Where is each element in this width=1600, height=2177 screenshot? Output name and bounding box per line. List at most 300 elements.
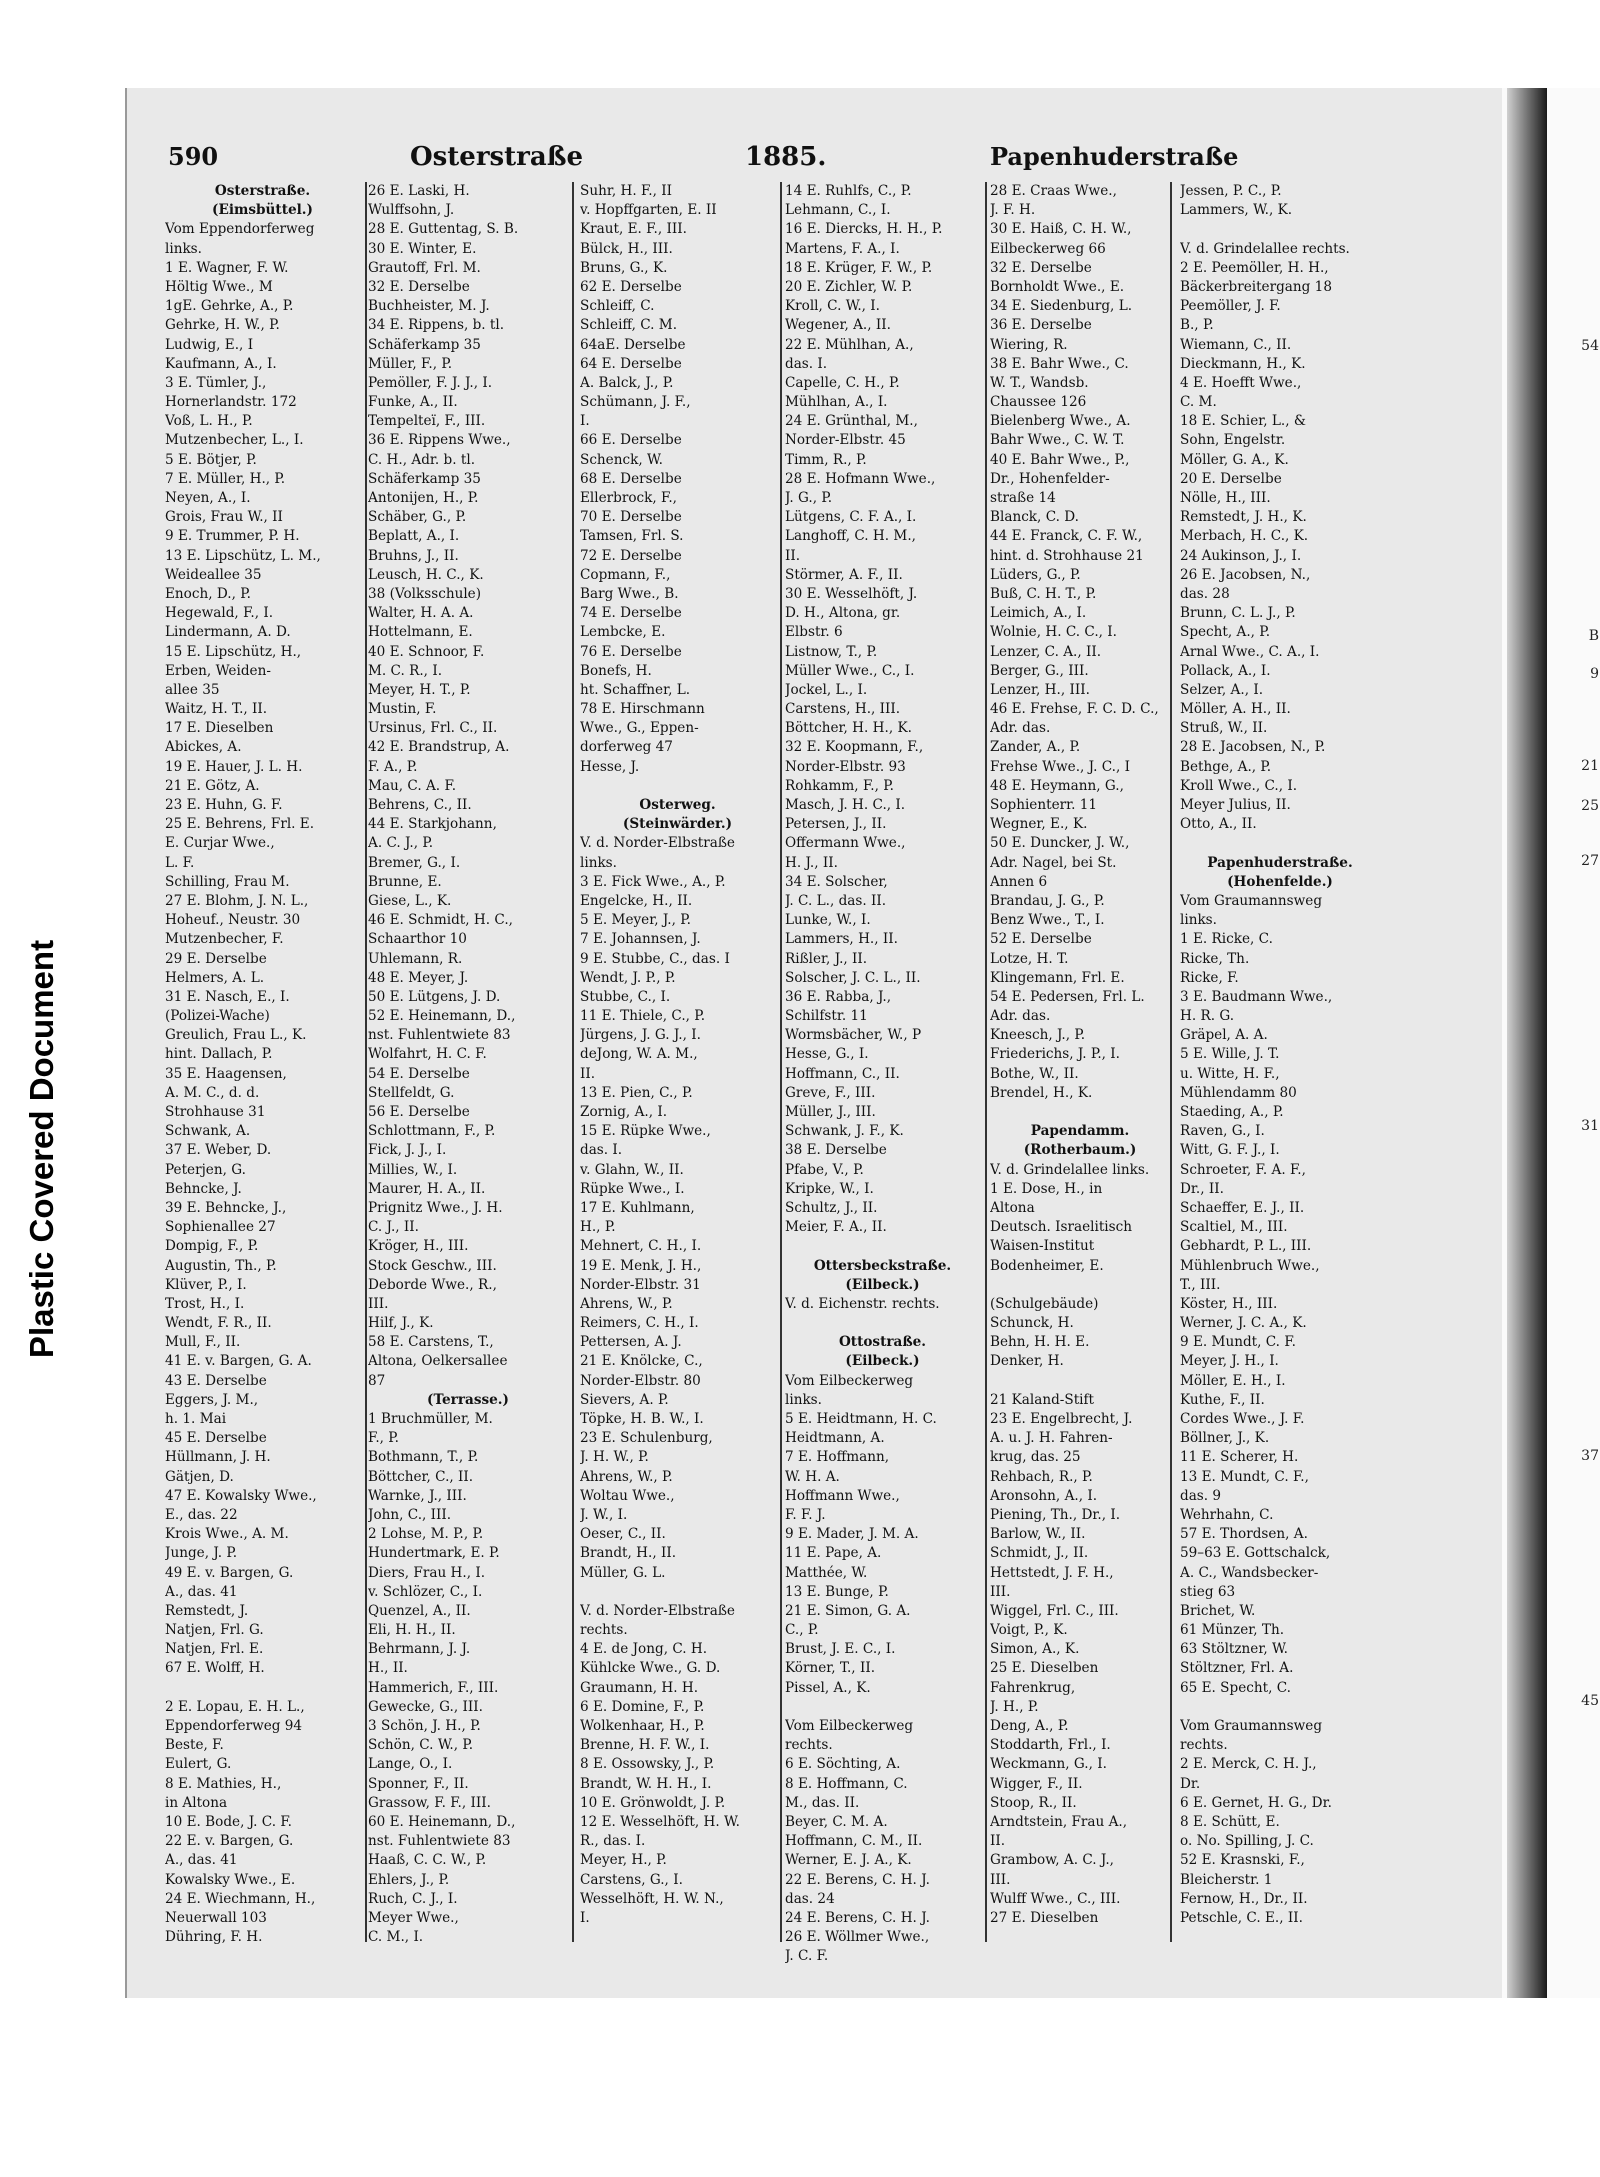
directory-entry: Wulffsohn, J. (368, 202, 455, 219)
margin-number: B (1588, 628, 1599, 644)
directory-entry: Listnow, T., P. (785, 643, 878, 660)
directory-entry: Woltau Wwe., (580, 1487, 675, 1504)
directory-entry: I. (580, 1909, 590, 1926)
directory-entry: Müller, F., P. (368, 355, 453, 372)
directory-entry: Petschle, C. E., II. (1180, 1909, 1303, 1926)
directory-entry: 2 E. Lopau, E. H. L., (165, 1698, 305, 1715)
directory-entry: 87 (368, 1372, 386, 1389)
directory-entry: Adr. das. (990, 720, 1051, 737)
directory-entry: Masch, J. H. C., I. (785, 797, 906, 813)
directory-entry: Tempelteï, F., III. (368, 413, 486, 430)
directory-entry: 9 E. Mundt, C. F. (1180, 1334, 1296, 1351)
directory-entry: A. M. C., d. d. (165, 1084, 260, 1101)
directory-entry: Junge, J. P. (165, 1545, 238, 1562)
directory-entry: 50 E. Duncker, J. W., (990, 835, 1130, 852)
directory-entry: Kröger, H., III. (368, 1238, 469, 1255)
directory-entry: 10 E. Bode, J. C. F. (165, 1813, 292, 1830)
directory-entry: 65 E. Specht, C. (1180, 1679, 1291, 1696)
directory-entry: W. T., Wandsb. (990, 374, 1089, 391)
directory-entry: Natjen, Frl. G. (165, 1622, 264, 1639)
directory-entry: 48 E. Meyer, J. (368, 969, 469, 986)
directory-entry: 1 Bruchmüller, M. (368, 1411, 493, 1427)
directory-entry: Schmidt, J., II. (990, 1545, 1089, 1562)
directory-entry: Cordes Wwe., J. F. (1180, 1411, 1305, 1427)
directory-entry: A. Balck, J., P. (580, 374, 674, 391)
directory-entry: E. Curjar Wwe., (165, 835, 275, 852)
directory-entry: Schunck, H. (990, 1315, 1074, 1332)
directory-entry: Bodenheimer, E. (990, 1257, 1104, 1274)
directory-entry: 6 E. Domine, F., P. (580, 1698, 705, 1715)
directory-entry: 2 E. Peemöller, H. H., (1180, 259, 1329, 276)
directory-entry: Hesse, G., I. (785, 1046, 869, 1063)
directory-entry: A. C., Wandsbecker- (1180, 1564, 1319, 1581)
directory-entry: 44 E. Starkjohann, (368, 816, 497, 833)
directory-entry: 27 E. Dieselben (990, 1909, 1099, 1926)
directory-entry (1180, 1698, 1380, 1717)
directory-entry: Norder-Elbstr. 80 (580, 1372, 701, 1389)
directory-entry (785, 1314, 980, 1333)
directory-entry: Natjen, Frl. E. (165, 1641, 264, 1658)
directory-entry: Oeser, C., II. (580, 1526, 666, 1543)
directory-entry: Wehrhahn, C. (1180, 1506, 1274, 1523)
directory-entry: 78 E. Hirschmann (580, 701, 705, 718)
directory-entry: Köster, H., III. (1180, 1295, 1278, 1312)
directory-entry (580, 777, 775, 796)
directory-entry: Bruns, G., K. (580, 259, 668, 276)
directory-entry: 13 E. Pien, C., P. (580, 1084, 693, 1101)
directory-entry: v. Hopffgarten, E. II (580, 202, 717, 219)
directory-entry: 5 E. Bötjer, P. (165, 451, 257, 468)
directory-entry: 42 E. Brandstrup, A. (368, 739, 510, 756)
directory-entry: Brunn, C. L. J., P. (1180, 605, 1296, 622)
directory-entry: Rohkamm, F., P. (785, 777, 894, 794)
directory-entry: Jürgens, J. G. J., I. (580, 1027, 701, 1044)
directory-entry: Adr. Nagel, bei St. (990, 854, 1117, 871)
directory-entry: Fernow, H., Dr., II. (1180, 1890, 1308, 1907)
directory-entry: 18 E. Schier, L., & (1180, 413, 1306, 430)
directory-entry: Eppendorferweg 94 (165, 1718, 303, 1734)
directory-entry: Wendt, J. P., P. (580, 969, 676, 986)
directory-entry: 5 E. Wille, J. T. (1180, 1046, 1280, 1063)
margin-number: 9 (1590, 666, 1599, 682)
directory-entry: Capelle, C. H., P. (785, 374, 900, 391)
column-2 (368, 182, 568, 1947)
directory-entry: Norder-Elbstr. 31 (580, 1276, 701, 1293)
directory-entry: 34 E. Siedenburg, L. (990, 298, 1133, 315)
directory-entry: II. (785, 547, 801, 564)
directory-entry: Dühring, F. H. (165, 1929, 263, 1946)
directory-entry: Sievers, A. P. (580, 1391, 669, 1408)
margin-number: 25 (1581, 798, 1599, 814)
directory-entry: Hundertmark, E. P. (368, 1545, 500, 1562)
directory-entry: III. (368, 1295, 389, 1312)
directory-entry: Friederichs, J. P., I. (990, 1046, 1120, 1063)
directory-entry (580, 1583, 775, 1602)
directory-entry: links. (785, 1391, 822, 1408)
directory-entry: 26 E. Jacobsen, N., (1180, 566, 1311, 583)
directory-entry: Ehlers, J., P. (368, 1871, 450, 1888)
directory-entry: Brandt, H., II. (580, 1545, 677, 1562)
directory-entry: Müller, G. L. (580, 1564, 666, 1581)
directory-entry: Dr., II. (1180, 1180, 1224, 1197)
directory-entry: Engelcke, H., II. (580, 892, 693, 909)
directory-entry: H., P. (580, 1219, 616, 1236)
directory-entry: Brust, J. E. C., I. (785, 1641, 896, 1658)
street-heading: (Eilbeck.) (845, 1276, 920, 1293)
directory-entry: Grois, Frau W., II (165, 509, 283, 526)
street-heading: Ottersbeckstraße. (813, 1257, 952, 1274)
directory-entry: rechts. (1180, 1737, 1228, 1754)
directory-entry: Pemöller, F. J. J., I. (368, 374, 493, 391)
directory-entry: D. H., Altona, gr. (785, 605, 901, 622)
directory-entry: 3 Schön, J. H., P. (368, 1718, 481, 1734)
directory-entry: III. (990, 1871, 1011, 1888)
directory-entry: Ricke, F. (1180, 969, 1239, 986)
directory-entry: 60 E. Heinemann, D., (368, 1813, 516, 1830)
margin-number: 31 (1581, 1118, 1599, 1134)
directory-entry: Behrens, C., II. (368, 797, 472, 813)
directory-entry: Bülck, H., III. (580, 240, 673, 257)
directory-entry: Barlow, W., II. (990, 1526, 1086, 1543)
directory-entry: 45 E. Derselbe (165, 1430, 267, 1447)
directory-entry: 7 E. Hoffmann, (785, 1449, 890, 1466)
directory-entry: Bielenberg Wwe., A. (990, 413, 1131, 430)
directory-entry: Wesselhöft, H. W. N., (580, 1890, 724, 1907)
directory-entry: Behrmann, J. J. (368, 1641, 471, 1658)
directory-entry: II. (580, 1065, 596, 1082)
directory-entry: 24 Aukinson, J., I. (1180, 547, 1302, 564)
directory-entry: Wiemann, C., II. (1180, 336, 1292, 353)
directory-entry: 30 E. Haiß, C. H. W., (990, 221, 1132, 238)
directory-entry: 35 E. Haagensen, (165, 1065, 287, 1082)
directory-entry: Schäber, G., P. (368, 509, 467, 526)
column-1 (165, 182, 360, 1947)
directory-entry: Helmers, A. L. (165, 969, 265, 986)
margin-number: 27 (1581, 853, 1599, 869)
directory-entry: 20 E. Derselbe (1180, 470, 1282, 487)
column-rule (572, 182, 574, 1942)
directory-entry: Kaufmann, A., I. (165, 355, 277, 372)
directory-entry: Wormsbächer, W., P (785, 1027, 922, 1044)
right-running-title: Papenhuderstraße (990, 142, 1239, 171)
column-3 (580, 182, 775, 1928)
directory-entry: 2 E. Merck, C. H. J., (1180, 1756, 1317, 1773)
directory-entry: Bethge, A., P. (1180, 758, 1272, 775)
directory-entry: Leimich, A., I. (990, 605, 1087, 622)
directory-entry: 17 E. Dieselben (165, 720, 274, 737)
directory-entry: 11 E. Scherer, H. (1180, 1449, 1299, 1466)
directory-entry: das. 28 (1180, 585, 1230, 602)
margin-number: 37 (1581, 1448, 1599, 1464)
directory-entry: A. C. J., P. (368, 835, 434, 852)
directory-entry: Nölle, H., III. (1180, 490, 1271, 506)
directory-entry: Specht, A., P. (1180, 624, 1271, 641)
directory-entry: 2 Lohse, M. P., P. (368, 1526, 484, 1543)
directory-entry: 43 E. Derselbe (165, 1372, 267, 1389)
directory-entry: Mühlhan, A., I. (785, 394, 888, 411)
directory-entry: Schön, C. W., P. (368, 1737, 474, 1754)
directory-entry: 50 E. Lütgens, J. D. (368, 988, 501, 1005)
column-4 (785, 182, 980, 1966)
directory-entry: 13 E. Lipschütz, L. M., (165, 547, 321, 564)
directory-entry: Bahr Wwe., C. W. T. (990, 432, 1125, 449)
directory-entry: Mühlendamm 80 (1180, 1084, 1297, 1101)
directory-entry: C. M., I. (368, 1929, 424, 1946)
directory-entry: 46 E. Schmidt, H. C., (368, 912, 513, 929)
year: 1885. (745, 142, 827, 172)
directory-entry: Simon, A., K. (990, 1641, 1080, 1658)
street-heading: (Eimsbüttel.) (212, 202, 313, 219)
directory-entry: Ludwig, E., I (165, 336, 254, 353)
directory-entry: Mehnert, C. H., I. (580, 1238, 702, 1255)
directory-entry: straße 14 (990, 490, 1056, 506)
directory-entry: Timm, R., P. (785, 451, 867, 468)
directory-entry: 8 E. Hoffmann, C. (785, 1775, 908, 1792)
directory-entry: Berger, G., III. (990, 662, 1089, 679)
directory-entry: Kroll, C. W., I. (785, 298, 880, 315)
directory-entry: rechts. (580, 1622, 628, 1639)
directory-entry: Körner, T., II. (785, 1660, 876, 1677)
directory-entry: Ricke, Th. (1180, 950, 1250, 967)
street-heading: (Rotherbaum.) (1023, 1142, 1137, 1159)
directory-entry: W. H. A. (785, 1468, 840, 1485)
directory-entry: J. W., I. (580, 1506, 628, 1523)
directory-entry: Carstens, H., III. (785, 701, 901, 718)
directory-entry: v. Glahn, W., II. (580, 1161, 684, 1178)
left-running-title: Osterstraße (410, 142, 584, 172)
directory-entry: Wigger, F., II. (990, 1775, 1083, 1792)
directory-entry: Behn, H. H. E. (990, 1334, 1090, 1351)
directory-entry: Hornerlandstr. 172 (165, 394, 297, 411)
directory-entry: 31 E. Nasch, E., I. (165, 988, 290, 1005)
directory-entry: B., P. (1180, 317, 1214, 334)
margin-number: 21 (1581, 758, 1599, 774)
directory-entry: 32 E. Derselbe (368, 278, 470, 295)
directory-entry: C. M. (1180, 394, 1217, 411)
directory-entry: Fahrenkrug, (990, 1679, 1076, 1696)
directory-entry: Walter, H. A. A. (368, 605, 474, 622)
directory-entry: Heidtmann, A. (785, 1430, 885, 1447)
directory-entry: H. R. G. (1180, 1008, 1235, 1025)
directory-entry: Waisen-Institut (990, 1238, 1095, 1255)
directory-entry: Neuerwall 103 (165, 1909, 267, 1926)
directory-entry: Lotze, H. T. (990, 950, 1069, 967)
directory-entry: 1 E. Dose, H., in (990, 1180, 1103, 1197)
directory-entry: 68 E. Derselbe (580, 470, 682, 487)
column-5 (990, 182, 1170, 1928)
directory-entry: Werner, E. J. A., K. (785, 1852, 912, 1869)
directory-entry: 64aE. Derselbe (580, 336, 686, 353)
directory-entry: Dieckmann, H., K. (1180, 355, 1306, 372)
directory-entry: 18 E. Krüger, F. W., P. (785, 259, 933, 276)
directory-entry: V. d. Grindelallee rechts. (1180, 240, 1350, 257)
directory-entry: Scaltiel, M., III. (1180, 1219, 1288, 1236)
directory-entry: Funke, A., II. (368, 394, 458, 411)
directory-entry: 52 E. Derselbe (990, 931, 1092, 948)
directory-entry: Möller, E. H., I. (1180, 1372, 1286, 1389)
directory-entry: Gewecke, G., III. (368, 1698, 483, 1715)
directory-entry: Brenne, H. F. W., I. (580, 1737, 710, 1754)
directory-entry: J. C. L., das. II. (785, 892, 887, 909)
directory-entry: 21 Kaland-Stift (990, 1391, 1094, 1408)
side-label: Plastic Covered Document (23, 939, 60, 1359)
directory-entry: Ahrens, W., P. (580, 1295, 673, 1312)
directory-entry: 38 E. Derselbe (785, 1142, 887, 1159)
directory-entry: Hoffmann, C. M., II. (785, 1833, 923, 1850)
directory-entry: 58 E. Carstens, T., (368, 1334, 494, 1351)
directory-entry: Kneesch, J., P. (990, 1027, 1086, 1044)
directory-entry: 64 E. Derselbe (580, 355, 682, 372)
directory-entry: 28 E. Guttentag, S. B. (368, 221, 519, 238)
directory-entry: Bornholdt Wwe., E. (990, 278, 1125, 295)
directory-entry: A. u. J. H. Fahren- (990, 1430, 1113, 1447)
directory-entry: Lüders, G., P. (990, 566, 1081, 583)
directory-entry: Buß, C. H. T., P. (990, 585, 1097, 602)
directory-entry: 11 E. Thiele, C., P. (580, 1008, 706, 1025)
directory-entry: Bonefs, H. (580, 662, 652, 679)
directory-entry: Leusch, H. C., K. (368, 566, 484, 583)
directory-entry: Behncke, J. (165, 1180, 242, 1197)
directory-entry: 13 E. Bunge, P. (785, 1583, 889, 1600)
directory-entry: 41 E. v. Bargen, G. A. (165, 1353, 312, 1370)
directory-entry: Ellerbrock, F., (580, 490, 677, 506)
directory-entry: Fick, J. J., I. (368, 1142, 447, 1159)
directory-entry: 24 E. Berens, C. H. J. (785, 1909, 930, 1926)
directory-entry: Sponner, F., II. (368, 1775, 469, 1792)
directory-entry: Lembcke, E. (580, 624, 666, 641)
directory-entry: Stöltzner, Frl. A. (1180, 1660, 1294, 1677)
directory-entry: 44 E. Franck, C. F. W., (990, 528, 1143, 545)
directory-entry: o. No. Spilling, J. C. (1180, 1833, 1314, 1850)
directory-entry: Haaß, C. C. W., P. (368, 1852, 487, 1869)
directory-entry: 52 E. Krasnski, F., (1180, 1852, 1305, 1869)
directory-entry: Reimers, C. H., I. (580, 1315, 699, 1332)
directory-entry: (Schulgebäude) (990, 1295, 1099, 1312)
directory-entry: 40 E. Bahr Wwe., P., (990, 451, 1130, 468)
directory-entry: 21 E. Götz, A. (165, 777, 260, 794)
directory-entry: Lunke, W., I. (785, 912, 871, 929)
directory-entry: 54 E. Derselbe (368, 1065, 470, 1082)
directory-entry: 59–63 E. Gottschalck, (1180, 1545, 1331, 1562)
directory-entry: 3 E. Baudmann Wwe., (1180, 988, 1333, 1005)
page-header (0, 142, 1600, 182)
directory-entry: V. d. Grindelallee links. (990, 1161, 1150, 1178)
directory-entry: Grassow, F. F., III. (368, 1794, 491, 1811)
directory-entry: C. H., Adr. b. tl. (368, 451, 476, 468)
directory-entry: 32 E. Koopmann, F., (785, 739, 924, 756)
directory-entry: Peterjen, G. (165, 1161, 246, 1178)
directory-entry: Gebhardt, P. L., III. (1180, 1238, 1312, 1255)
directory-entry: Wegener, A., II. (785, 317, 891, 334)
directory-entry: Witt, G. F. J., I. (1180, 1142, 1280, 1159)
directory-entry: Strohhause 31 (165, 1104, 266, 1120)
directory-entry: Brichet, W. (1180, 1602, 1256, 1619)
directory-entry: 19 E. Menk, J. H., (580, 1257, 702, 1274)
directory-entry: Beyer, C. M. A. (785, 1813, 888, 1830)
directory-entry: J. G., P. (785, 490, 833, 506)
directory-entry: Hoffmann, C., II. (785, 1065, 900, 1082)
directory-entry: Brunne, E. (368, 873, 442, 890)
directory-entry: Greulich, Frau L., K. (165, 1027, 307, 1044)
directory-entry: Wegner, E., K. (990, 816, 1088, 833)
directory-entry: Greve, F., III. (785, 1084, 876, 1101)
margin-number: 45 (1581, 1693, 1599, 1709)
directory-entry: Augustin, Th., P. (165, 1257, 277, 1274)
directory-entry: 30 E. Winter, E. (368, 240, 477, 257)
directory-entry: Vom Eppendorferweg (165, 221, 315, 238)
directory-entry: I. (580, 413, 590, 430)
directory-entry: Voigt, P., K. (990, 1622, 1068, 1639)
directory-entry: Deutsch. Israelitisch (990, 1219, 1132, 1236)
directory-entry: Klüver, P., I. (165, 1276, 247, 1293)
directory-entry: Merbach, H. C., K. (1180, 528, 1309, 545)
directory-entry: J. F. H. (990, 202, 1036, 219)
directory-entry: 21 E. Knölcke, C., (580, 1353, 703, 1370)
directory-entry: Gehrke, H. W., P. (165, 317, 280, 334)
directory-entry: 46 E. Frehse, F. C. D. C., (990, 701, 1159, 718)
directory-entry: Graumann, H. H. (580, 1679, 699, 1696)
directory-entry: Wolnie, H. C. C., I. (990, 624, 1117, 641)
column-rule (1170, 182, 1172, 1942)
directory-entry: Deborde Wwe., R., (368, 1276, 497, 1293)
directory-entry: Wiering, R. (990, 336, 1068, 353)
directory-entry: Kripke, W., I. (785, 1180, 874, 1197)
directory-entry: Bremer, G., I. (368, 854, 461, 871)
directory-entry: 36 E. Rippens Wwe., (368, 432, 511, 449)
directory-entry: Pfabe, V., P. (785, 1161, 864, 1178)
directory-entry: 9 E. Trummer, P. H. (165, 528, 300, 545)
directory-entry: Rehbach, R., P. (990, 1468, 1093, 1485)
directory-entry: 4 E. Hoefft Wwe., (1180, 374, 1302, 391)
directory-entry: 9 E. Stubbe, C., das. I (580, 950, 730, 967)
directory-entry: 3 E. Fick Wwe., A., P. (580, 873, 726, 890)
directory-entry: Grambow, A. C. J., (990, 1852, 1114, 1869)
directory-entry: 15 E. Lipschütz, H., (165, 643, 302, 660)
column-rule (365, 182, 367, 1942)
directory-entry (785, 1237, 980, 1256)
directory-entry: Meyer Wwe., (368, 1909, 459, 1926)
directory-entry: R., das. I. (580, 1833, 646, 1850)
directory-entry: F. F. J. (785, 1506, 826, 1523)
directory-entry: ht. Schaffner, L. (580, 681, 691, 698)
directory-entry: 34 E. Rippens, b. tl. (368, 317, 505, 334)
directory-entry: Schwank, J. F., K. (785, 1123, 904, 1140)
directory-entry: Adr. das. (990, 1008, 1051, 1025)
directory-entry: Mutzenbecher, F. (165, 931, 284, 948)
directory-entry: Altona, Oelkersallee (368, 1353, 508, 1370)
directory-entry: Erben, Weiden- (165, 662, 271, 679)
directory-entry: 28 E. Hofmann Wwe., (785, 470, 936, 487)
directory-entry: 36 E. Derselbe (990, 317, 1092, 334)
directory-entry: das. I. (580, 1142, 623, 1159)
directory-entry: Weckmann, G., I. (990, 1756, 1107, 1773)
directory-entry: Höltig Wwe., M (165, 278, 273, 295)
directory-entry: Lange, O., I. (368, 1756, 453, 1773)
street-heading: Osterweg. (639, 797, 716, 813)
directory-entry: 30 E. Wesselhöft, J. (785, 585, 918, 602)
directory-entry: Altona (990, 1199, 1035, 1216)
directory-entry: Selzer, A., I. (1180, 681, 1264, 698)
directory-entry (165, 1679, 360, 1698)
directory-entry: 16 E. Diercks, H. H., P. (785, 221, 943, 238)
directory-entry (1180, 834, 1380, 853)
directory-entry: Peemöller, J. F. (1180, 298, 1281, 315)
directory-entry: Kowalsky Wwe., E. (165, 1871, 296, 1888)
directory-entry: Hoffmann Wwe., (785, 1487, 900, 1504)
directory-entry: 70 E. Derselbe (580, 509, 682, 526)
directory-entry: Schleiff, C. (580, 298, 655, 315)
directory-entry: Hesse, J. (580, 758, 640, 775)
